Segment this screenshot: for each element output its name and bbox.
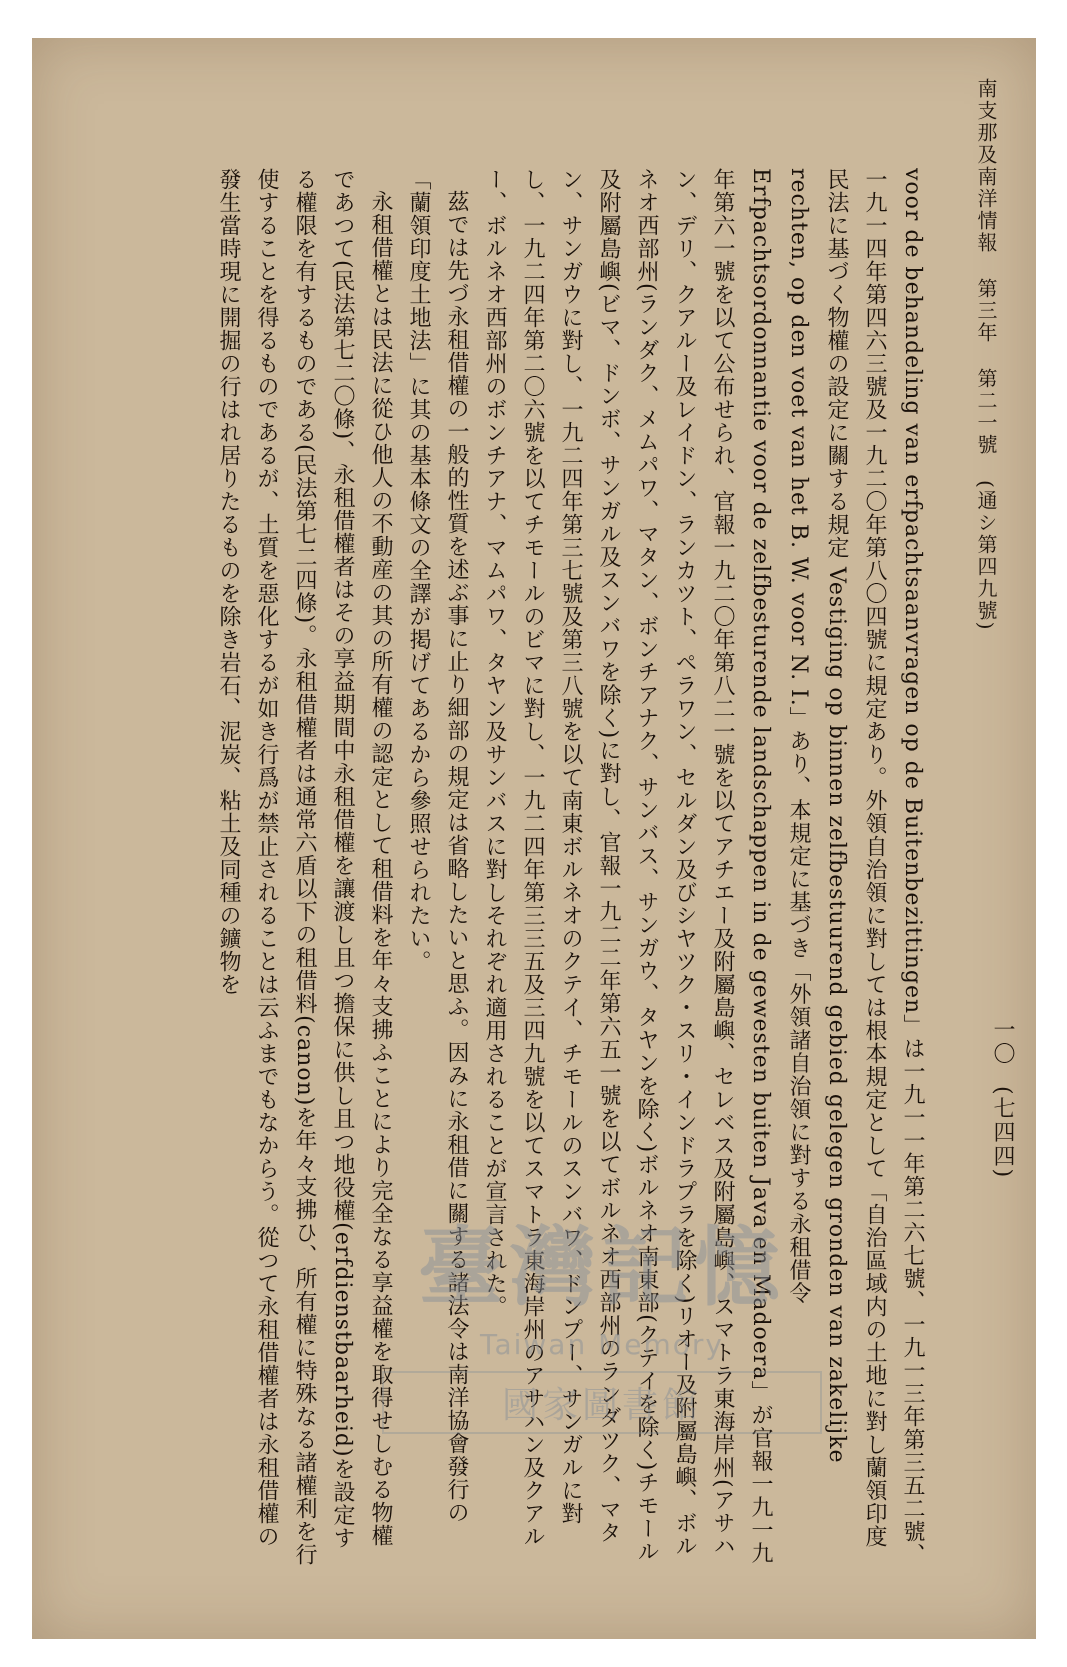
page-number-block bbox=[987, 1018, 1018, 1179]
watermark-organization: 國家圖書館 bbox=[382, 1371, 822, 1434]
running-header bbox=[972, 78, 1001, 632]
paragraph: 永租借權とは民法に從ひ他人の不動産の其の所有權の認定として租借料を年々支拂ふことにより完全なる享益權を取得せしむる物權であつて(民法第七二〇條)、永租借權者はその享益期間中永租借權を讓渡し且つ擔保に供し且つ地役權(erfdienstbaarheid)を設定する權限を有するものである(民法第七二四條)。永租借權者は通常六盾以下の租借料(canon)を年々支拂ひ、所有權に特殊なる諸權利を行使することを得るものであるが、土質を惡化するが如き行爲が禁止されることは云ふまでもなからう。從つて永租借權者は永租借權の發生當時現に開掘の行はれ居りたるものを除き岩石、泥炭、粘土及同種の鑛物を bbox=[216, 168, 393, 1567]
journal-title: 南支那及南洋情報 bbox=[974, 78, 998, 254]
paragraph: voor de behandeling van erfpachtsaanvragen op de Buitenbezittingen」は一九一一年第二六七號、一九一三年第三五二號、一九一四年第四六三號及一九二〇年第八〇四號に規定あり。外領自治領に對しては根本規定として「自治區域内の土地に對し蘭領印度民法に基づく物權の設定に關する規定 Vestiging op binnen zelfbestuurend gebied gelegen gronden van zakelijke rechten, op den voet van het B. W. voor N. I.」あり、本規定に基づき「外領諸自治領に對する永租借令 Erfpachtsordonnantie voor de zelfbesturende landschappen in de gewesten buiten Java en Madoera」が官報一九一九年第六一號を以て公布せられ、官報一九二〇年第八二一號を以てアチエー及附屬島嶼、セレベス及附屬島嶼、スマトラ東海岸州(アサハン、デリ、クアルー及レイドン、ランカツト、ペラワン、セルダン及びシヤツク・スリ・インドラプラを除く)リオー及附屬島嶼、ボルネオ西部州(ランダク、メムパワ、マタン、ボンチアナク、サンバス、サンガウ、タヤンを除く)ボルネオ南東部(クテイを除く)チモール及附屬島嶼(ビマ、ドンボ、サンガル及スンバワを除く)に對し、官報一九二二年第六五一號を以てボルネオ西部州のランダツク、マタン、サンガウに對し、一九二四年第三七號及第三八號を以て南東ボルネオのクテイ、チモールのスンバワ、ドンプー、サンガルに對し、一九二四年第二〇六號を以てチモールのビマに對し、一九二四年第三三五及三四九號を以てスマトラ東海岸州のアサハン及クアルー、ボルネオ西部州のボンチアナ、マムパワ、タヤン及サンバスに對しそれぞれ適用されることが宣言された。 bbox=[482, 168, 925, 1567]
journal-issue: 第二一號 bbox=[974, 368, 998, 456]
journal-year: 第三年 bbox=[974, 278, 998, 344]
watermark-english: Taiwan Memory bbox=[480, 1328, 724, 1361]
paragraph: 茲では先づ永租借權の一般的性質を述ぶ事に止り細部の規定は省略したいと思ふ。因みに永租借に關する諸法令は南洋協會發行の「蘭領印度土地法」に其の基本條文の全譯が掲げてあるから參照せられたい。 bbox=[406, 168, 469, 1524]
page-number: 一〇 bbox=[990, 1018, 1015, 1066]
page-serial: (七四四) bbox=[990, 1086, 1015, 1180]
watermark-logo: 臺灣記憶 bbox=[418, 1218, 786, 1318]
document-page bbox=[32, 38, 1036, 1639]
body-text bbox=[111, 168, 931, 1568]
journal-serial: (通シ第四九號) bbox=[974, 480, 998, 632]
